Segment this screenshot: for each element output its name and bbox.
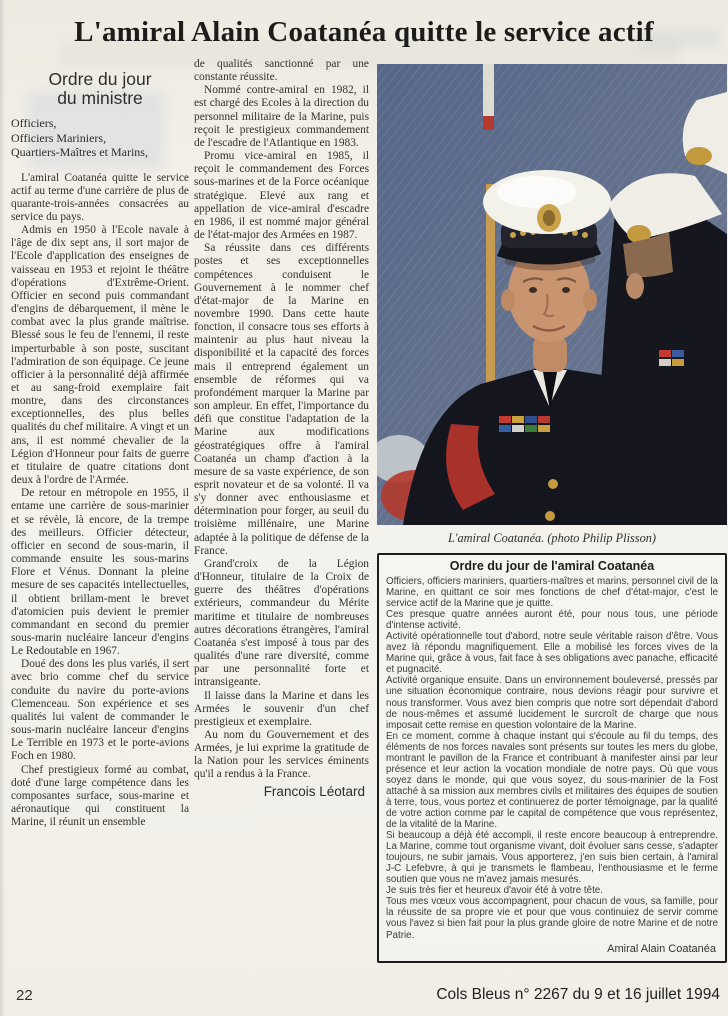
page-title: L'amiral Alain Coatanéa quitte le service actif xyxy=(74,16,654,48)
box-title: Ordre du jour de l'amiral Coatanéa xyxy=(449,559,655,573)
box-paragraph: Si beaucoup a déjà été accompli, il reste encore beaucoup à entreprendre. La Marine, comme tout organisme vivant, doit évoluer sans cesse, s'adapter toujours, ne subir jamais. Vous apporterez, j'en suis bien certain, à l'amiral J-C Lefebvre, à qui je transmets le flambeau, l'enthousiasme et le ferme soutien que vous ne m'avez jamais mesurés. xyxy=(386,830,718,886)
article-paragraph: Admis en 1950 à l'Ecole navale à l'âge de dix sept ans, il sort major de l'Ecole d'application des enseignes de vaisseau en 1953 et rejoint le théâtre d'opérations d'Extrême-Orient. Officier en second puis commandant d'engins de débarquement, il mène le combat avec la plus grande maîtrise. Blessé sous le feu de l'ennemi, il reste imperturbable à son poste, suscitant l'admiration de son équipage. Ce jeune officier à la personnalité déjà affirmée et au sang-froid exemplaire fait montre, dans des circonstances exceptionnelles, des plus belles qualités du chef militaire. A vingt et un ans, il est nommé chevalier de la Légion d'Honneur pour faits de guerre et titulaire de quatre citations dont deux à l'ordre de l'Armée. xyxy=(11,224,189,487)
ordre-du-jour-box xyxy=(377,553,727,963)
article-paragraph: Nommé contre-amiral en 1982, il est chargé des Ecoles à la direction du personnel militaire de la Marine, puis reçoit le prestigieux commandement de l'escadre de l'Atlantique en 1983. xyxy=(194,84,369,149)
admiral-signature: Amiral Alain Coatanéa xyxy=(607,942,716,955)
article-paragraph: Sa réussite dans ces différents postes et ses exceptionnelles compétences conduisent le Gouvernement à le nommer chef d'état-major de la Marine en novembre 1990. Dans cette haute fonction, il consacre tous ses efforts à maintenir au plus haut niveau la disponibilité et la capacité des forces mais il entreprend également un ensemble de réformes qui va profondément marquer la Marine par son ampleur. En effet, l'importance du défi que constitue l'adaptation de la Marine aux modifications géostratégiques offre à l'amiral Coatanéa un champ d'action à la mesure de sa vaste expérience, de son esprit novateur et de sa volonté. Il va s'y donner avec enthousiasme et détermination pour forger, au seuil du troisième millénaire, une Marine adaptée à la politique de défense de la France. xyxy=(194,242,369,557)
article-paragraph: de qualités sanctionné par une constante réussite. xyxy=(194,58,369,84)
admiral-photo-illustration xyxy=(377,64,727,525)
article-column-1 xyxy=(11,70,189,975)
box-paragraph: Officiers, officiers mariniers, quartiers-maîtres et marins, personnel civil de la Marine, en quittant ce soir mes fonctions de chef d'état-major, c'est le service actif de la Marine que je quitte. xyxy=(386,576,718,610)
article-paragraph: Il laisse dans la Marine et dans les Armées le souvenir d'un chef prestigieux et exemplaire. xyxy=(194,689,369,728)
admiral-photo xyxy=(377,64,727,525)
box-paragraph: Activité organique ensuite. Dans un environnement bouleversé, pressés par une situation économique contraire, nous devions réagir pour survivre et nous transformer. Vous avez bien compris que notre sort dépendait d'abord de nous-mêmes et assumé lucidement le surcroît de charge que nous imposait cette remise en question volontaire de la Marine. xyxy=(386,675,718,731)
salutation-line: Quartiers-Maîtres et Marins, xyxy=(11,145,148,159)
article-heading-line1: Ordre du jour xyxy=(48,70,152,89)
article-paragraph: Doué des dons les plus variés, il sert avec brio comme chef du service conduite du navire du porte-avions Clemenceau. Son expérience et ses qualités lui valent de commander le sous-marin nucléaire lanceur d'engins Le Terrible en 1973 et le porte-avions Foch en 1980. xyxy=(11,658,189,763)
box-paragraph: En ce moment, comme à chaque instant qui s'écoule au fil du temps, des éléments de nos forces navales sont présents sur toutes les mers du globe, montrant le pavillon de la France et contribuant à manifester ainsi par leur présence et leur action la vocation mondiale de notre pays. Où que vous soyez dans le monde, qui que vous soyez, du sous-marinier de la Fost attaché à sa mission aux membres civils et militaires des équipes de soutien à terre, tous, vous portez et continuerez de porter témoignage, par la qualité de votre action comme par le capital de compétence que vous représentez, de la vitalité de la Marine. xyxy=(386,730,718,831)
article-column-2 xyxy=(194,58,369,963)
article-heading xyxy=(11,70,189,108)
box-paragraph: Je suis très fier et heureux d'avoir été à votre tête. xyxy=(386,885,603,897)
salutation-line: Officiers, xyxy=(11,116,57,130)
box-paragraph: Tous mes vœux vous accompagnent, pour chacun de vous, sa famille, pour la réussite de sa propre vie et pour que vous continuiez de servir comme vous l'avez si bien fait pour la plus grande gloire de notre Marine et de notre Patrie. xyxy=(386,896,718,941)
article-paragraph: Grand'croix de la Légion d'Honneur, titulaire de la Croix de guerre des théâtres d'opérations extérieurs, commandeur du Mérite maritime et titulaire de nombreuses autres décorations étrangères, l'amiral Coatanéa s'est imposé à tous par des qualités d'une rare diversité, comme par une personnalité forte et intransigeante. xyxy=(194,557,369,689)
box-paragraph: Activité opérationnelle tout d'abord, notre seule véritable raison d'être. Vous avez là répondu magnifiquement. Elle a mobilisé les forces vives de la Marine qui, grâce à vous, fait face à ses obligations avec panache, efficacité et pugnacité. xyxy=(386,631,718,676)
photo-caption: L'amiral Coatanéa. (photo Philip Plisson) xyxy=(448,531,656,545)
salutation xyxy=(11,116,189,160)
salutation-line: Officiers Mariniers, xyxy=(11,130,107,145)
article-paragraph: L'amiral Coatanéa quitte le service actif au terme d'une carrière de plus de quarante-trois-années consacrées au service du pays. xyxy=(11,171,189,223)
article-paragraph: Chef prestigieux formé au combat, doté d'une large compétence dans les composantes surface, sous-marine et aéronautique qui constituent la Marine, il réunit un ensemble xyxy=(11,763,189,829)
minister-signature: Francois Léotard xyxy=(263,783,365,799)
article-heading-line2: du ministre xyxy=(57,88,143,108)
page-number: 22 xyxy=(16,987,33,1004)
article-paragraph: Promu vice-amiral en 1985, il reçoit le commandement des Forces sous-marines et de la Force océanique stratégique. Elevé aux rang et appellation de vice-amiral d'escadre en 1986, il est nommé major général de l'état-major des Armées en 1987. xyxy=(194,150,369,242)
right-column xyxy=(377,64,727,963)
box-paragraph: Ces presque quatre années auront été, pour nous tous, une période d'intense activité. xyxy=(386,609,718,632)
magazine-issue: Cols Bleus n° 2267 du 9 et 16 juillet 1994 xyxy=(436,986,720,1003)
article-paragraph: De retour en métropole en 1955, il entame une carrière de sous-marinier et se révèle, là encore, de la trempe des meilleurs. Officier détecteur, officier en second de sous-marin, il commande ensuite les sous-marins Flore et Vénus. Donnant la pleine mesure de ses capacités intellectuelles, il obtient brillam-ment le brevet d'atomicien puis devient le premier commandant en second du premier sous-marin nucléaire lanceur d'engins Le Redoutable en 1967. xyxy=(11,487,189,658)
scan-edge-shadow xyxy=(0,0,5,1016)
article-paragraph: Au nom du Gouvernement et des Armées, je lui exprime la gratitude de la Nation pour les services éminents qu'il a rendus à la France. xyxy=(194,728,369,781)
